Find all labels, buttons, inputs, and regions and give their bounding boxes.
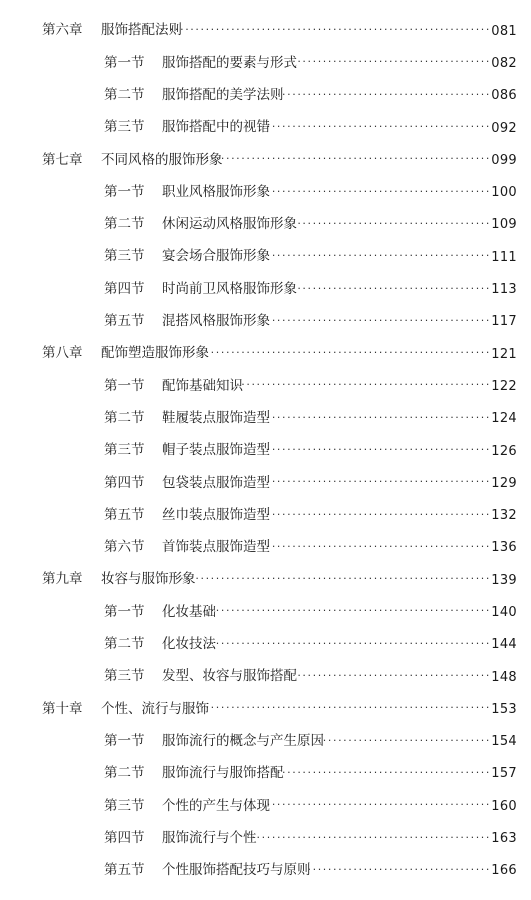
toc-chapter-row[interactable] [0,338,531,370]
toc-title: 服饰流行的概念与产生原因 [162,732,324,749]
toc-page-number: 117 [491,314,517,330]
dot-leader: ································································· [159,23,491,37]
dot-leader: ·································· [317,733,491,747]
toc-title: 职业风格服饰形象 [162,183,270,200]
toc-page-number: 099 [491,152,517,168]
toc-number: 第五节 [104,862,145,879]
toc-title: 宴会场合服饰形象 [162,248,270,265]
toc-page-number: 081 [491,23,517,39]
dot-leader: ······························································ [175,572,491,586]
toc-chapter-row[interactable] [0,693,531,725]
toc-section-row[interactable] [0,80,531,112]
toc-section-row[interactable] [0,176,531,208]
toc-section-row[interactable] [0,435,531,467]
toc-page-number: 111 [491,249,517,265]
toc-section-row[interactable] [0,403,531,435]
toc-page-number: 129 [491,475,517,491]
toc-page-number: 132 [491,508,517,524]
dot-leader: ············································· [261,443,491,456]
toc-page-number: 144 [491,637,517,653]
toc-page-number: 139 [491,572,517,588]
table-of-contents [0,15,531,887]
dot-leader: ···································· [307,862,491,876]
toc-title: 休闲运动风格服饰形象 [162,216,297,233]
toc-title: 发型、妆容与服饰搭配 [162,668,297,685]
toc-title: 服饰流行与个性 [162,829,257,846]
dot-leader: ························································ [205,636,491,650]
toc-number: 第三节 [104,797,145,814]
toc-page-number: 082 [491,55,517,71]
toc-number: 第八章 [42,345,83,362]
toc-number: 第十章 [42,700,83,717]
toc-number: 第一节 [104,183,145,200]
dot-leader: ············································· [261,798,491,812]
toc-section-row[interactable] [0,532,531,564]
toc-page-number: 140 [491,604,517,620]
toc-title: 配饰塑造服饰形象 [101,345,209,362]
toc-title: 服饰搭配法则 [101,22,182,39]
toc-title: 个性的产生与体现 [162,797,270,814]
toc-chapter-row[interactable] [0,15,531,47]
toc-section-row[interactable] [0,758,531,790]
toc-title: 化妆基础 [162,603,216,620]
toc-number: 第一节 [104,732,145,749]
toc-chapter-row[interactable] [0,144,531,176]
toc-title: 丝巾装点服饰造型 [162,506,270,523]
toc-title: 化妆技法 [162,636,216,653]
toc-section-row[interactable] [0,790,531,822]
toc-section-row[interactable] [0,112,531,144]
toc-section-row[interactable] [0,306,531,338]
toc-section-row[interactable] [0,370,531,402]
dot-leader: ·········································· [276,765,491,779]
toc-number: 第七章 [42,151,83,168]
toc-page-number: 113 [491,282,517,298]
toc-section-row[interactable] [0,499,531,531]
dot-leader: ············································· [261,120,491,134]
toc-section-row[interactable] [0,241,531,273]
toc-page-number: 124 [491,411,517,427]
dot-leader: ················································ [246,830,491,844]
toc-number: 第四节 [104,280,145,297]
dot-leader: ············································· [261,184,491,198]
toc-number: 第六章 [42,22,83,39]
toc-title: 服饰搭配的美学法则 [162,86,284,103]
toc-number: 第二节 [104,216,145,233]
dot-leader: ············································· [261,410,491,424]
toc-number: 第四节 [104,474,145,491]
toc-section-row[interactable] [0,467,531,499]
toc-section-row[interactable] [0,209,531,241]
toc-title: 服饰流行与服饰搭配 [162,765,284,782]
toc-title: 服饰搭配中的视错 [162,119,270,136]
toc-title: 时尚前卫风格服饰形象 [162,280,297,297]
toc-page-number: 109 [491,217,517,233]
dot-leader: ······································· [292,281,491,295]
toc-number: 第二节 [104,86,145,103]
toc-number: 第二节 [104,765,145,782]
toc-number: 第一节 [104,54,145,71]
toc-page-number: 092 [491,120,517,136]
toc-page-number: 163 [491,831,517,847]
toc-number: 第五节 [104,313,145,330]
toc-number: 第三节 [104,119,145,136]
toc-title: 服饰搭配的要素与形式 [162,54,297,71]
dot-leader: ············································· [261,249,491,263]
toc-page-number: 148 [491,669,517,685]
toc-page-number: 086 [491,88,517,104]
dot-leader: ············································· [261,539,491,553]
toc-title: 鞋履装点服饰造型 [162,409,270,426]
dot-leader: ············································· [261,313,491,327]
toc-page-number: 122 [491,378,517,394]
toc-page-number: 126 [491,443,517,459]
toc-page-number: 157 [491,766,517,782]
toc-number: 第三节 [104,248,145,265]
toc-section-row[interactable] [0,822,531,854]
toc-page-number: 153 [491,701,517,717]
dot-leader: ···························································· [185,701,491,715]
dot-leader: ·················································· [236,378,491,392]
toc-number: 第四节 [104,829,145,846]
toc-section-row[interactable] [0,596,531,628]
toc-section-row[interactable] [0,855,531,887]
toc-section-row[interactable] [0,726,531,758]
toc-number: 第一节 [104,603,145,620]
dot-leader: ············································· [261,475,491,489]
toc-number: 第六节 [104,539,145,556]
dot-leader: ······································· [292,669,491,683]
toc-section-row[interactable] [0,273,531,305]
toc-title: 包袋装点服饰造型 [162,474,270,491]
toc-page-number: 100 [491,185,517,201]
toc-number: 第三节 [104,442,145,459]
toc-number: 第三节 [104,668,145,685]
dot-leader: ······································· [292,216,491,230]
toc-page-number: 166 [491,863,517,879]
toc-title: 首饰装点服饰造型 [162,539,270,556]
dot-leader: ···························································· [185,346,491,360]
toc-title: 妆容与服饰形象 [101,571,196,588]
toc-title: 不同风格的服饰形象 [101,151,223,168]
toc-title: 混搭风格服饰形象 [162,313,270,330]
toc-number: 第二节 [104,636,145,653]
dot-leader: ························································· [200,152,491,166]
toc-section-row[interactable] [0,47,531,79]
toc-title: 个性、流行与服饰 [101,700,209,717]
toc-page-number: 160 [491,798,517,814]
dot-leader: ············································· [261,507,491,521]
toc-section-row[interactable] [0,661,531,693]
toc-number: 第九章 [42,571,83,588]
toc-title: 帽子装点服饰造型 [162,442,270,459]
toc-title: 个性服饰搭配技巧与原则 [162,862,311,879]
dot-leader: ························································ [205,604,491,618]
toc-chapter-row[interactable] [0,564,531,596]
toc-number: 第一节 [104,377,145,394]
toc-number: 第二节 [104,409,145,426]
toc-page-number: 121 [491,346,517,362]
dot-leader: ·········································· [276,87,491,101]
toc-page-number: 154 [491,734,517,750]
toc-section-row[interactable] [0,629,531,661]
toc-number: 第五节 [104,506,145,523]
toc-title: 配饰基础知识 [162,377,243,394]
dot-leader: ······································· [292,55,491,69]
toc-page-number: 136 [491,540,517,556]
